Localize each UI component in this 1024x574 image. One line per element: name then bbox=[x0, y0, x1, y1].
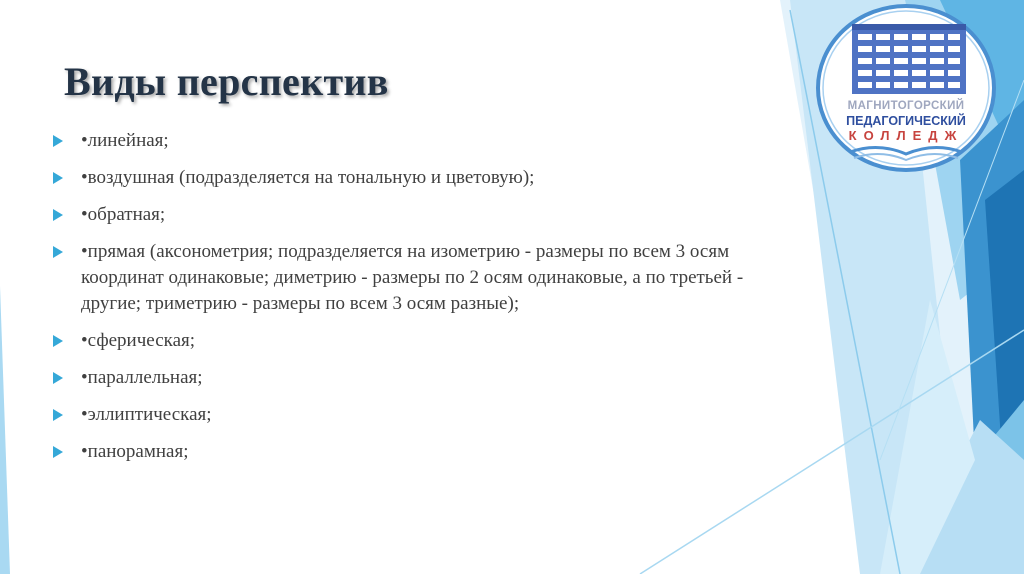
list-item-text: •линейная; bbox=[81, 130, 169, 151]
bullet-arrow-icon bbox=[53, 335, 63, 347]
list-item bbox=[53, 439, 773, 465]
logo-text-line3: КОЛЛЕДЖ bbox=[848, 128, 964, 143]
list-item-text: •сферическая; bbox=[81, 330, 196, 351]
bullet-arrow-icon bbox=[53, 172, 63, 184]
list-item bbox=[53, 239, 773, 317]
list-item-text: •обратная; bbox=[81, 204, 166, 225]
bullet-list bbox=[53, 128, 773, 476]
list-item bbox=[53, 328, 773, 354]
bullet-arrow-icon bbox=[53, 246, 63, 258]
college-logo bbox=[814, 2, 998, 174]
bullet-arrow-icon bbox=[53, 372, 63, 384]
slide-title: Виды перспектив bbox=[64, 59, 389, 104]
logo-text-line2: ПЕДАГОГИЧЕСКИЙ bbox=[846, 114, 966, 128]
bullet-arrow-icon bbox=[53, 135, 63, 147]
logo-emblem bbox=[814, 2, 998, 174]
list-item-text: •эллиптическая; bbox=[81, 404, 212, 425]
building-icon bbox=[852, 24, 966, 94]
list-item bbox=[53, 165, 773, 191]
bullet-arrow-icon bbox=[53, 409, 63, 421]
list-item-text: •параллельная; bbox=[81, 367, 203, 388]
list-item-text: •воздушная (подразделяется на тональную и цветовую); bbox=[81, 167, 535, 188]
list-item bbox=[53, 202, 773, 228]
bullet-arrow-icon bbox=[53, 446, 63, 458]
list-item bbox=[53, 402, 773, 428]
bullet-arrow-icon bbox=[53, 209, 63, 221]
logo-text-line1: МАГНИТОГОРСКИЙ bbox=[847, 100, 965, 112]
list-item bbox=[53, 365, 773, 391]
list-item-text: •прямая (аксонометрия; подразделяется на изометрию - размеры по всем 3 осям координат одинаковые; диметрию - размеры по 2 осям одинаковые, а по третьей - другие; триметрию - размеры по всем 3 осям разные); bbox=[81, 241, 744, 314]
list-item-text: •панорамная; bbox=[81, 441, 189, 462]
list-item bbox=[53, 128, 773, 154]
